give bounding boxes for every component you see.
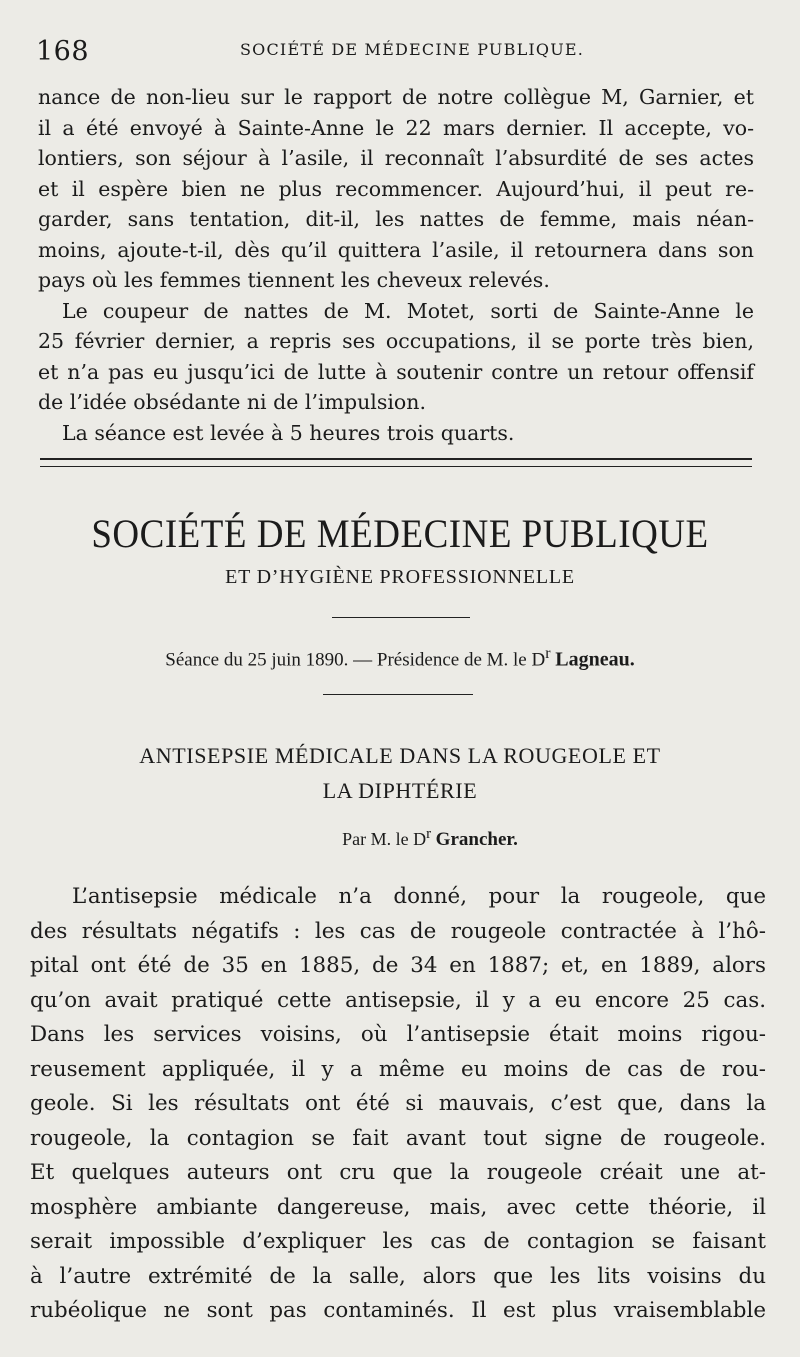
journal-title: SOCIÉTÉ DE MÉDECINE PUBLIQUE <box>91 512 709 557</box>
text-line: pays où les femmes tiennent les cheveux relevés. <box>38 268 550 292</box>
text-line: serait impossible d’expliquer les cas de contagion se faisant <box>30 1229 766 1254</box>
short-rule <box>332 617 470 618</box>
text-line: Et quelques auteurs ont cru que la rougeole créait une at- <box>30 1160 766 1185</box>
session-line <box>0 645 800 671</box>
text-line: moins, ajoute-t-il, dès qu’il quittera l’asile, il retournera dans son <box>38 237 754 262</box>
preceding-article-text <box>38 82 754 448</box>
text-line: à l’autre extrémité de la salle, alors que les lits voisins du <box>30 1263 766 1289</box>
text-line: et n’a pas eu jusqu’ici de lutte à soutenir contre un retour offensif <box>38 359 754 384</box>
text-line: reusement appliquée, il y a même eu moins de cas de rou- <box>30 1056 766 1082</box>
text-line: rubéolique ne sont pas contaminés. Il est plus vraisemblable <box>30 1298 766 1323</box>
text-line: 25 février dernier, a repris ses occupations, il se porte très bien, <box>38 329 754 353</box>
session-superscript: r <box>545 645 551 662</box>
text-line: garder, sans tentation, dit-il, les nattes de femme, mais néan- <box>38 207 754 231</box>
short-rule <box>323 694 473 695</box>
article-title <box>0 738 800 808</box>
text-line: rougeole, la contagion se fait avant tout signe de rougeole. <box>30 1125 766 1151</box>
text-line: Dans les services voisins, où l’antisepsie était moins rigou- <box>30 1022 766 1047</box>
running-head: SOCIÉTÉ DE MÉDECINE PUBLIQUE. <box>240 40 585 59</box>
text-line: il a été envoyé à Sainte-Anne le 22 mars dernier. Il accepte, vo- <box>38 115 754 140</box>
article-title-line: ANTISEPSIE MÉDICALE DANS LA ROUGEOLE ET <box>139 743 661 768</box>
session-text: Séance du 25 juin 1890. — Présidence de M. le D <box>165 649 546 671</box>
text-line: lontiers, son séjour à l’asile, il reconnaît l’absurdité de ses actes <box>38 146 754 170</box>
article-body <box>30 880 766 1329</box>
article-title-line: LA DIPHTÉRIE <box>322 778 478 803</box>
text-line: L’antisepsie médicale n’a donné, pour la rougeole, que <box>72 884 766 909</box>
byline-author: Grancher. <box>435 829 518 850</box>
section-divider <box>40 458 752 467</box>
page-header <box>30 36 590 66</box>
byline-prefix: Par M. le D <box>342 829 427 849</box>
text-line: des résultats négatifs : les cas de rougeole contractée à l’hô- <box>30 918 766 944</box>
journal-subtitle: ET D’HYGIÈNE PROFESSIONNELLE <box>225 566 575 588</box>
text-line: pital ont été de 35 en 1885, de 34 en 1887; et, en 1889, alors <box>30 953 766 978</box>
text-line: de l’idée obsédante ni de l’impulsion. <box>38 390 426 414</box>
text-line: qu’on avait pratiqué cette antisepsie, il y a eu encore 25 cas. <box>30 987 766 1013</box>
text-line: nance de non-lieu sur le rapport de notre collègue M, Garnier, et <box>38 85 754 109</box>
byline-superscript: r <box>426 826 432 842</box>
text-line: mosphère ambiante dangereuse, mais, avec cette théorie, il <box>30 1194 766 1220</box>
article-byline <box>0 826 800 851</box>
text-line: La séance est levée à 5 heures trois quarts. <box>62 420 515 445</box>
text-line: geole. Si les résultats ont été si mauvais, c’est que, dans la <box>30 1091 766 1116</box>
session-president: Lagneau. <box>555 648 635 671</box>
text-line: Le coupeur de nattes de M. Motet, sorti de Sainte-Anne le <box>62 298 754 323</box>
text-line: et il espère bien ne plus recommencer. Aujourd’hui, il peut re- <box>38 176 754 201</box>
page-number: 168 <box>36 36 90 67</box>
